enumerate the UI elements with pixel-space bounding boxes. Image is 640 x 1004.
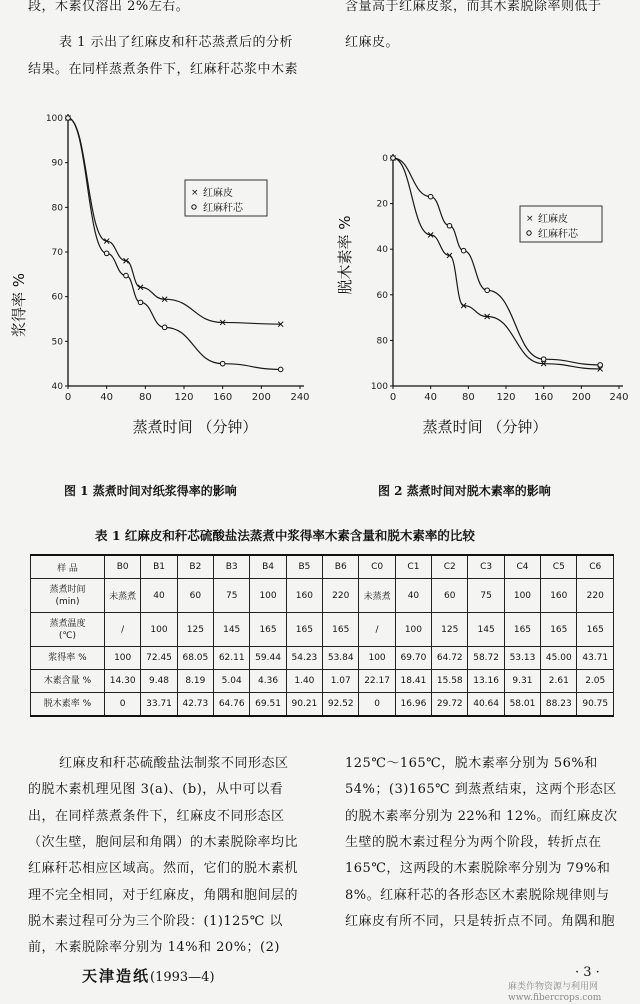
table-cell: 125 (177, 613, 213, 647)
legend-label: 红麻皮 (203, 188, 233, 199)
table-cell: 68.05 (177, 647, 213, 670)
table-cell: 92.52 (323, 693, 359, 717)
figure-1-xlabel: 蒸煮时间 （分钟） (132, 418, 258, 436)
journal-footer (82, 965, 215, 986)
watermark-line: www.fibercrops.com (508, 993, 602, 1003)
table-cell: 60 (432, 579, 468, 613)
legend (520, 206, 602, 242)
table-cell: 62.11 (214, 647, 250, 670)
table-cell: 100 (359, 647, 395, 670)
data-point-o (428, 194, 433, 199)
table-row-label (31, 647, 105, 670)
y-tick-label: 0 (382, 154, 388, 164)
table-cell: 未蒸煮 (359, 579, 395, 613)
data-point-o (162, 325, 167, 330)
table-corner-header: 样 品 (31, 555, 105, 579)
table-cell: 16.96 (395, 693, 431, 717)
figure-2-plot (371, 154, 629, 403)
x-tick-label: 240 (609, 392, 629, 403)
table-cell: / (105, 613, 141, 647)
table-cell: 69.70 (395, 647, 431, 670)
data-point-o (124, 273, 129, 278)
watermark (508, 982, 601, 1004)
table-cell: 14.30 (105, 670, 141, 693)
table-cell: 90.21 (286, 693, 322, 717)
x-tick-label: 120 (174, 392, 194, 403)
text-line: 8%。红麻秆芯的各形态区木素脱除规律则与 (345, 887, 610, 903)
data-point-o (220, 361, 225, 366)
y-tick-label: 100 (370, 382, 388, 392)
table-cell: 60 (177, 579, 213, 613)
table-cell: 165 (250, 613, 286, 647)
y-tick-label: 70 (51, 248, 63, 258)
table-cell: 90.75 (577, 693, 614, 717)
table-caption: 表 1 红麻皮和秆芯硫酸盐法蒸煮中浆得率木素含量和脱木素率的比较 (95, 528, 475, 543)
table-row (31, 670, 614, 693)
table-cell: 100 (395, 613, 431, 647)
table-cell: 22.17 (359, 670, 395, 693)
table-cell: 165 (323, 613, 359, 647)
legend (185, 180, 267, 216)
table-column-header: B4 (250, 555, 286, 579)
table-row-label (31, 693, 105, 717)
text-line: 红麻皮和秆芯硫酸盐法制浆不同形态区 (59, 756, 289, 771)
table-cell: 53.13 (504, 647, 540, 670)
table-column-header: C1 (395, 555, 431, 579)
text-line: 红麻皮有所不同，只是转折点不同。角隅和胞 (345, 913, 616, 929)
table-column-header: B1 (141, 555, 177, 579)
text-line: 54%；(3)165℃ 到蒸煮结束，这两个形态区 (345, 782, 617, 798)
table-cell: 75 (214, 579, 250, 613)
table-cell: 40.64 (468, 693, 504, 717)
series-line-core (393, 158, 600, 365)
x-tick-label: 200 (571, 392, 591, 403)
table-column-header: B3 (214, 555, 250, 579)
legend-label: 红麻皮 (538, 214, 568, 225)
table-row (31, 693, 614, 717)
legend-marker-x: × (526, 214, 534, 224)
data-point-o (447, 223, 452, 228)
y-tick-label: 40 (376, 245, 388, 256)
table-cell: 72.45 (141, 647, 177, 670)
table-column-header: C0 (359, 555, 395, 579)
table-column-header: B5 (286, 555, 322, 579)
table-row-label (31, 579, 105, 613)
table-row-label (31, 670, 105, 693)
table-cell: 160 (541, 579, 577, 613)
figure-1-chart (0, 90, 320, 450)
table-cell: 145 (468, 613, 504, 647)
table-cell: 125 (432, 613, 468, 647)
table-cell: 42.73 (177, 693, 213, 717)
row-label-line: (min) (55, 596, 80, 607)
y-tick-label: 40 (51, 382, 63, 392)
table-cell: 88.23 (541, 693, 577, 717)
x-tick-label: 120 (496, 392, 516, 403)
row-label-line: 木素含量 % (43, 676, 92, 686)
table-cell: 59.44 (250, 647, 286, 670)
y-tick-label: 90 (51, 158, 63, 169)
text-line: （次生壁，胞间层和角隅）的木素脱除率均比 (28, 834, 299, 850)
table-cell: 100 (105, 647, 141, 670)
table-cell: 9.31 (504, 670, 540, 693)
legend-label: 红麻秆芯 (203, 203, 243, 214)
table-column-header: B0 (105, 555, 141, 579)
table-column-header: C3 (468, 555, 504, 579)
text-line: 段，木素仅溶出 2%左右。 (28, 0, 190, 14)
series-line-bark (68, 118, 281, 324)
data-point-o (598, 363, 603, 368)
x-tick-label: 200 (251, 392, 271, 403)
table-cell: 58.01 (504, 693, 540, 717)
table-cell: 45.00 (541, 647, 577, 670)
text-line: 结果。在同样蒸煮条件下，红麻秆芯浆中木素 (28, 62, 299, 77)
text-line: 生壁的脱木素过程分为两个阶段，转折点在 (345, 834, 602, 850)
x-tick-label: 160 (534, 392, 554, 403)
watermark-line: 麻类作物资源与利用网 (508, 982, 599, 992)
journal-issue: (1993—4) (150, 970, 215, 985)
table-cell: 75 (468, 579, 504, 613)
table-cell: 54.23 (286, 647, 322, 670)
table-cell: 33.71 (141, 693, 177, 717)
table-cell: / (359, 613, 395, 647)
table-cell: 15.58 (432, 670, 468, 693)
data-point-o (66, 116, 71, 121)
table-cell: 100 (250, 579, 286, 613)
text-line: 红麻皮。 (345, 35, 400, 50)
table-cell: 5.04 (214, 670, 250, 693)
table-cell: 18.41 (395, 670, 431, 693)
table-cell: 29.72 (432, 693, 468, 717)
data-point-o (104, 251, 109, 256)
series-line-core (68, 118, 281, 369)
table-row (31, 647, 614, 670)
data-point-o (138, 300, 143, 305)
table-cell: 0 (359, 693, 395, 717)
data-point-o (485, 288, 490, 293)
journal-name: 天津造纸 (82, 967, 151, 985)
table-cell: 2.61 (541, 670, 577, 693)
x-tick-label: 40 (424, 392, 438, 403)
row-label-line: 蒸煮温度 (49, 618, 86, 629)
table-column-header: C4 (504, 555, 540, 579)
table-column-header: B6 (323, 555, 359, 579)
row-label-line: (℃) (58, 630, 77, 641)
table-row (31, 613, 614, 647)
text-line: 出，在同样蒸煮条件下，红麻皮不同形态区 (28, 808, 285, 824)
table-cell: 58.72 (468, 647, 504, 670)
data-point-o (541, 357, 546, 362)
y-tick-label: 80 (51, 203, 63, 214)
table-row-label (31, 613, 105, 647)
data-point-o (461, 248, 466, 253)
y-tick-label: 50 (51, 337, 63, 348)
table-cell: 13.16 (468, 670, 504, 693)
row-label-line: 脱木素率 % (43, 699, 92, 709)
table-cell: 0 (105, 693, 141, 717)
table-cell: 165 (504, 613, 540, 647)
figure-2-caption: 图 2 蒸煮时间对脱木素率的影响 (378, 484, 551, 498)
y-tick-label: 60 (376, 290, 388, 301)
table-cell: 69.51 (250, 693, 286, 717)
page-number: · 3 · (575, 965, 600, 980)
table-cell: 100 (141, 613, 177, 647)
table-header-row (31, 555, 614, 579)
y-tick-label: 60 (51, 292, 63, 303)
table-column-header: C6 (577, 555, 614, 579)
x-tick-label: 0 (64, 392, 72, 403)
text-line: 红麻秆芯相应区域高。然而，它们的脱木素机 (28, 861, 299, 877)
data-table (30, 554, 614, 717)
table-cell: 40 (395, 579, 431, 613)
table-cell: 165 (577, 613, 614, 647)
x-tick-label: 40 (100, 392, 114, 403)
text-line: 的脱木素率分别为 22%和 12%。而红麻皮次 (345, 808, 618, 824)
table-cell: 145 (214, 613, 250, 647)
x-tick-label: 80 (138, 392, 152, 403)
x-tick-label: 0 (389, 392, 397, 403)
series-line-bark (393, 158, 600, 369)
y-tick-label: 20 (376, 199, 388, 210)
text-line: 脱木素过程可分为三个阶段：(1)125℃ 以 (28, 913, 283, 929)
figure-2-xlabel: 蒸煮时间 （分钟） (422, 418, 548, 436)
text-line: 125℃～165℃，脱木素率分别为 56%和 (345, 756, 598, 771)
table-cell: 165 (541, 613, 577, 647)
table-cell: 220 (577, 579, 614, 613)
table-cell: 40 (141, 579, 177, 613)
row-label-line: 蒸煮时间 (49, 584, 86, 595)
text-line: 的脱木素机理见图 3(a)、(b)，从中可以看 (28, 782, 284, 798)
table-column-header: B2 (177, 555, 213, 579)
figure-2-ylabel: 脱木素率 % (336, 215, 354, 295)
text-line: 165℃，这两段的木素脱除率分别为 79%和 (345, 861, 611, 877)
figure-1-ylabel: 浆得率 % (10, 272, 28, 338)
table-cell: 8.19 (177, 670, 213, 693)
figure-1-plot (46, 114, 310, 403)
text-line: 前，木素脱除率分别为 14%和 20%；(2) (28, 940, 280, 956)
legend-label: 红麻秆芯 (538, 229, 578, 240)
table-cell: 4.36 (250, 670, 286, 693)
x-tick-label: 240 (290, 392, 310, 403)
table-cell: 9.48 (141, 670, 177, 693)
table-column-header: C5 (541, 555, 577, 579)
table-cell: 1.07 (323, 670, 359, 693)
text-line: 理不完全相同，对于红麻皮，角隅和胞间层的 (28, 887, 299, 903)
table-cell: 64.72 (432, 647, 468, 670)
y-tick-label: 100 (45, 114, 63, 124)
legend-marker-x: × (191, 188, 199, 198)
table-row (31, 579, 614, 613)
data-point-o (391, 156, 396, 161)
row-label-line: 浆得率 % (48, 653, 87, 663)
figure-1-caption: 图 1 蒸煮时间对纸浆得率的影响 (64, 484, 237, 498)
figure-2-chart (325, 130, 640, 450)
x-tick-label: 80 (461, 392, 475, 403)
table-column-header: C2 (432, 555, 468, 579)
text-line: 表 1 示出了红麻皮和秆芯蒸煮后的分析 (59, 35, 294, 50)
table-cell: 220 (323, 579, 359, 613)
table-cell: 53.84 (323, 647, 359, 670)
table-cell: 2.05 (577, 670, 614, 693)
table-cell: 165 (286, 613, 322, 647)
table-cell: 100 (504, 579, 540, 613)
table-cell: 未蒸煮 (105, 579, 141, 613)
table-cell: 64.76 (214, 693, 250, 717)
data-point-o (278, 367, 283, 372)
y-tick-label: 80 (376, 336, 388, 347)
table-cell: 1.40 (286, 670, 322, 693)
text-line: 含量高于红麻皮浆，而其木素脱除率则低于 (345, 0, 602, 14)
table-cell: 43.71 (577, 647, 614, 670)
table-cell: 160 (286, 579, 322, 613)
x-tick-label: 160 (213, 392, 233, 403)
